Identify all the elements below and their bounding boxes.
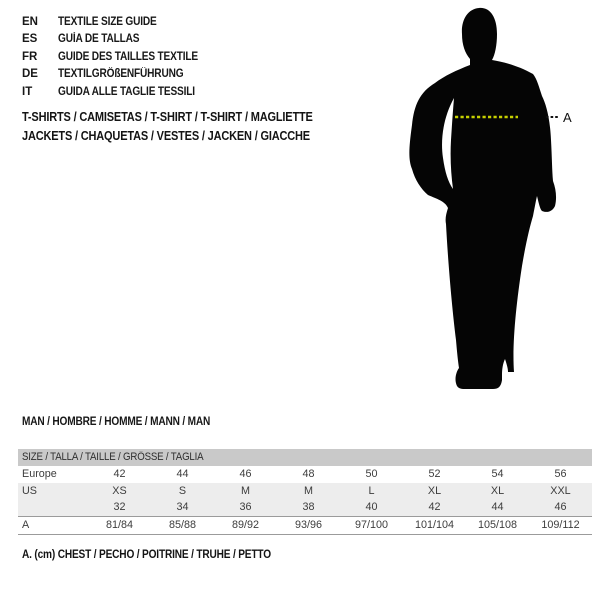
size-table xyxy=(18,449,592,535)
table-cell: 34 xyxy=(176,501,189,513)
table-cell: 109/112 xyxy=(541,518,580,531)
language-label: GUÍA DE TALLAS xyxy=(58,33,140,46)
table-cell: 38 xyxy=(302,501,315,513)
table-cell: 85/88 xyxy=(168,518,197,531)
table-cell: 44 xyxy=(176,468,189,480)
table-cell: 56 xyxy=(554,468,567,480)
language-row xyxy=(22,48,217,66)
table-cell: 89/92 xyxy=(231,518,260,531)
row-label: Europe xyxy=(22,468,57,480)
table-row xyxy=(18,466,592,483)
size-table-header: SIZE / TALLA / TAILLE / GRÖSSE / TAGLIA xyxy=(18,449,592,466)
language-code: FR xyxy=(22,50,38,63)
measure-label-a: A xyxy=(563,110,572,125)
language-code: IT xyxy=(22,85,33,98)
category-heading xyxy=(22,108,352,145)
table-cell: M xyxy=(241,484,250,497)
table-row xyxy=(18,499,592,516)
gender-heading: MAN / HOMBRE / HOMME / MANN / MAN xyxy=(22,416,211,428)
language-list xyxy=(22,13,217,101)
table-cell: 81/84 xyxy=(105,518,134,531)
language-code: ES xyxy=(22,33,38,46)
table-cell: M xyxy=(304,484,313,497)
table-cell: 32 xyxy=(113,501,126,513)
table-cell: 48 xyxy=(302,468,315,480)
table-cell: 105/108 xyxy=(477,518,518,531)
table-cell: XL xyxy=(490,484,505,497)
table-cell: XS xyxy=(112,484,127,497)
table-cell: 42 xyxy=(113,468,126,480)
size-table-body xyxy=(18,466,592,535)
table-cell: 101/104 xyxy=(414,518,455,531)
table-cell: 50 xyxy=(365,468,378,480)
table-cell: 46 xyxy=(239,468,252,480)
measure-footnote: A. (cm) CHEST / PECHO / POITRINE / TRUHE / PETTO xyxy=(22,549,271,561)
table-cell: 93/96 xyxy=(294,518,323,531)
table-row xyxy=(18,483,592,500)
language-label: GUIDA ALLE TAGLIE TESSILI xyxy=(58,85,195,98)
table-cell: 52 xyxy=(428,468,441,480)
table-cell: 46 xyxy=(554,501,567,513)
category-line-tshirts: T-SHIRTS / CAMISETAS / T-SHIRT / T-SHIRT / MAGLIETTE xyxy=(22,110,313,124)
table-cell: 40 xyxy=(365,501,378,513)
language-code: DE xyxy=(22,68,38,81)
row-label: US xyxy=(22,484,37,497)
table-cell: XXL xyxy=(550,484,571,497)
row-label: A xyxy=(22,518,30,531)
table-cell: S xyxy=(178,484,187,497)
language-label: TEXTILE SIZE GUIDE xyxy=(58,15,157,28)
man-body-shape xyxy=(409,8,556,389)
language-code: EN xyxy=(22,15,38,28)
table-cell: L xyxy=(368,484,375,497)
language-row xyxy=(22,31,217,49)
language-row xyxy=(22,83,217,101)
table-cell: 36 xyxy=(239,501,252,513)
language-row xyxy=(22,13,217,31)
table-cell: 97/100 xyxy=(354,518,389,531)
table-cell: XL xyxy=(427,484,442,497)
table-cell: 44 xyxy=(491,501,504,513)
row-label xyxy=(18,499,88,516)
language-label: GUIDE DES TAILLES TEXTILE xyxy=(58,50,198,63)
table-cell: 54 xyxy=(491,468,504,480)
language-label: TEXTILGRÖßENFÜHRUNG xyxy=(58,68,184,81)
category-line-jackets: JACKETS / CHAQUETAS / VESTES / JACKEN / GIACCHE xyxy=(22,128,310,143)
language-row xyxy=(22,66,217,84)
table-row xyxy=(18,516,592,535)
table-cell: 42 xyxy=(428,501,441,513)
man-silhouette xyxy=(400,0,600,400)
